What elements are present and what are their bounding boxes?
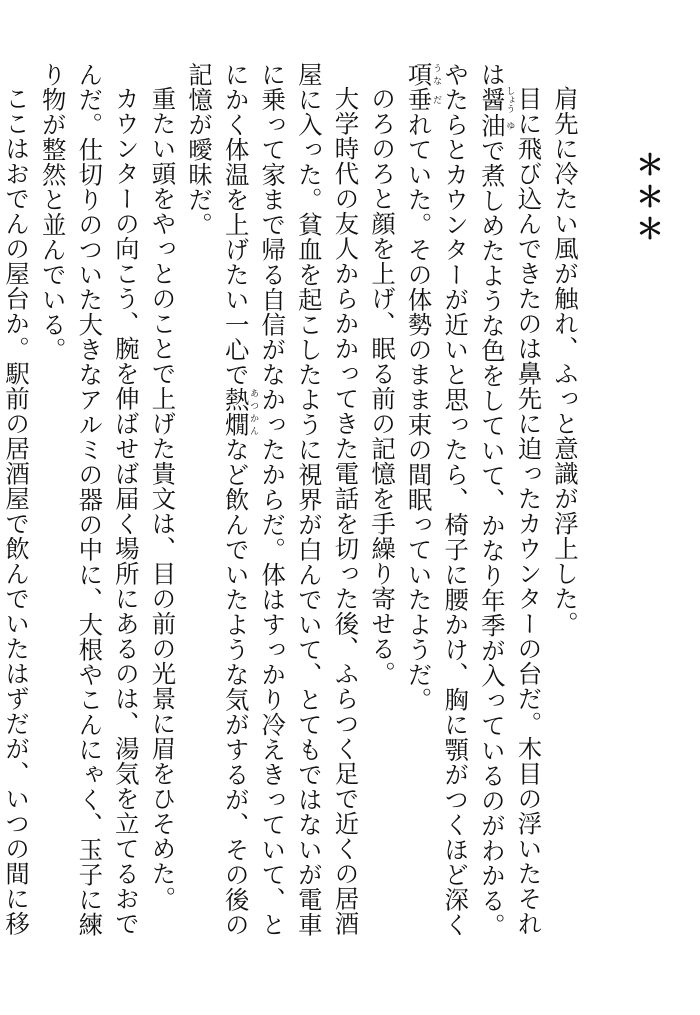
paragraph [179,62,362,952]
text-run: ここはおでんの屋台か。駅前の居酒屋で飲んでいたはずだが、いつの間に移 [1,86,31,937]
paragraph [33,62,143,952]
paragraph [399,62,545,952]
paragraph [0,62,33,952]
ruby-word [476,86,515,113]
paragraph [545,62,582,952]
paragraph [362,62,399,952]
ruby-word [476,113,515,138]
ruby-reading: うな [431,62,442,87]
ruby-reading: しょう [504,86,515,113]
text-run: 肩先に冷たい風が触れ、ふっと意識が浮上した。 [550,86,579,637]
text-run: 大学時代の友人からかかってきた電話を切った後、ふらつく足で近くの居酒屋に入った。貧血を起こしたように視界が白んでいて、とてもではないが電車に乗って家まで帰る自信がなかったからだ。体はすっかり冷えきっていて、とにかく体温を上げたい一心で [220,62,360,937]
scene-break-asterisks: ＊＊＊ [632,150,665,246]
ruby-base: 醤 [476,86,506,113]
text-run: 目に飛び込んできたのは鼻先に迫ったカウンターの台だ。木目の浮いたそれは [476,62,543,937]
text-run: れていた。その体勢のまま束の間眠っていたようだ。 [403,112,433,712]
text-run: のろのろと顔を上げ、眠る前の記憶を手繰り寄せる。 [367,86,397,687]
text-run: で煮しめたような色をしていて、かなり年季が入っているのがわかる。やたらとカウンターが近いと思ったら、椅子に腰かけ、胸に顎がつくほど深く [440,62,506,938]
ruby-word [403,62,442,87]
text-run: 重たい頭をやっとのことで上げた貴文は、目の前の光景に眉をひそめた。 [147,86,177,912]
ruby-reading: ゆ [504,113,515,138]
ruby-word [403,87,442,112]
ruby-base: 項 [403,62,433,87]
text-run: など飲んでいたような気がするが、その後の記憶が曖昧だ。 [184,62,250,937]
ruby-reading: だ [431,87,442,112]
ruby-word [220,387,259,437]
paragraph [143,62,180,952]
body-text [0,62,582,952]
ruby-base: 油 [476,113,506,138]
ruby-base: 垂 [403,87,433,112]
text-run: カウンターの向こう、腕を伸ばせば届く場所にあるのは、湯気を立てるおでんだ。仕切りのついた大きなアルミの器の中に、大根やこんにゃく、玉子に練り物が整然と並んでいる。 [37,62,140,937]
ruby-base: 熱燗 [220,387,250,437]
ruby-reading: あつかん [248,387,259,437]
